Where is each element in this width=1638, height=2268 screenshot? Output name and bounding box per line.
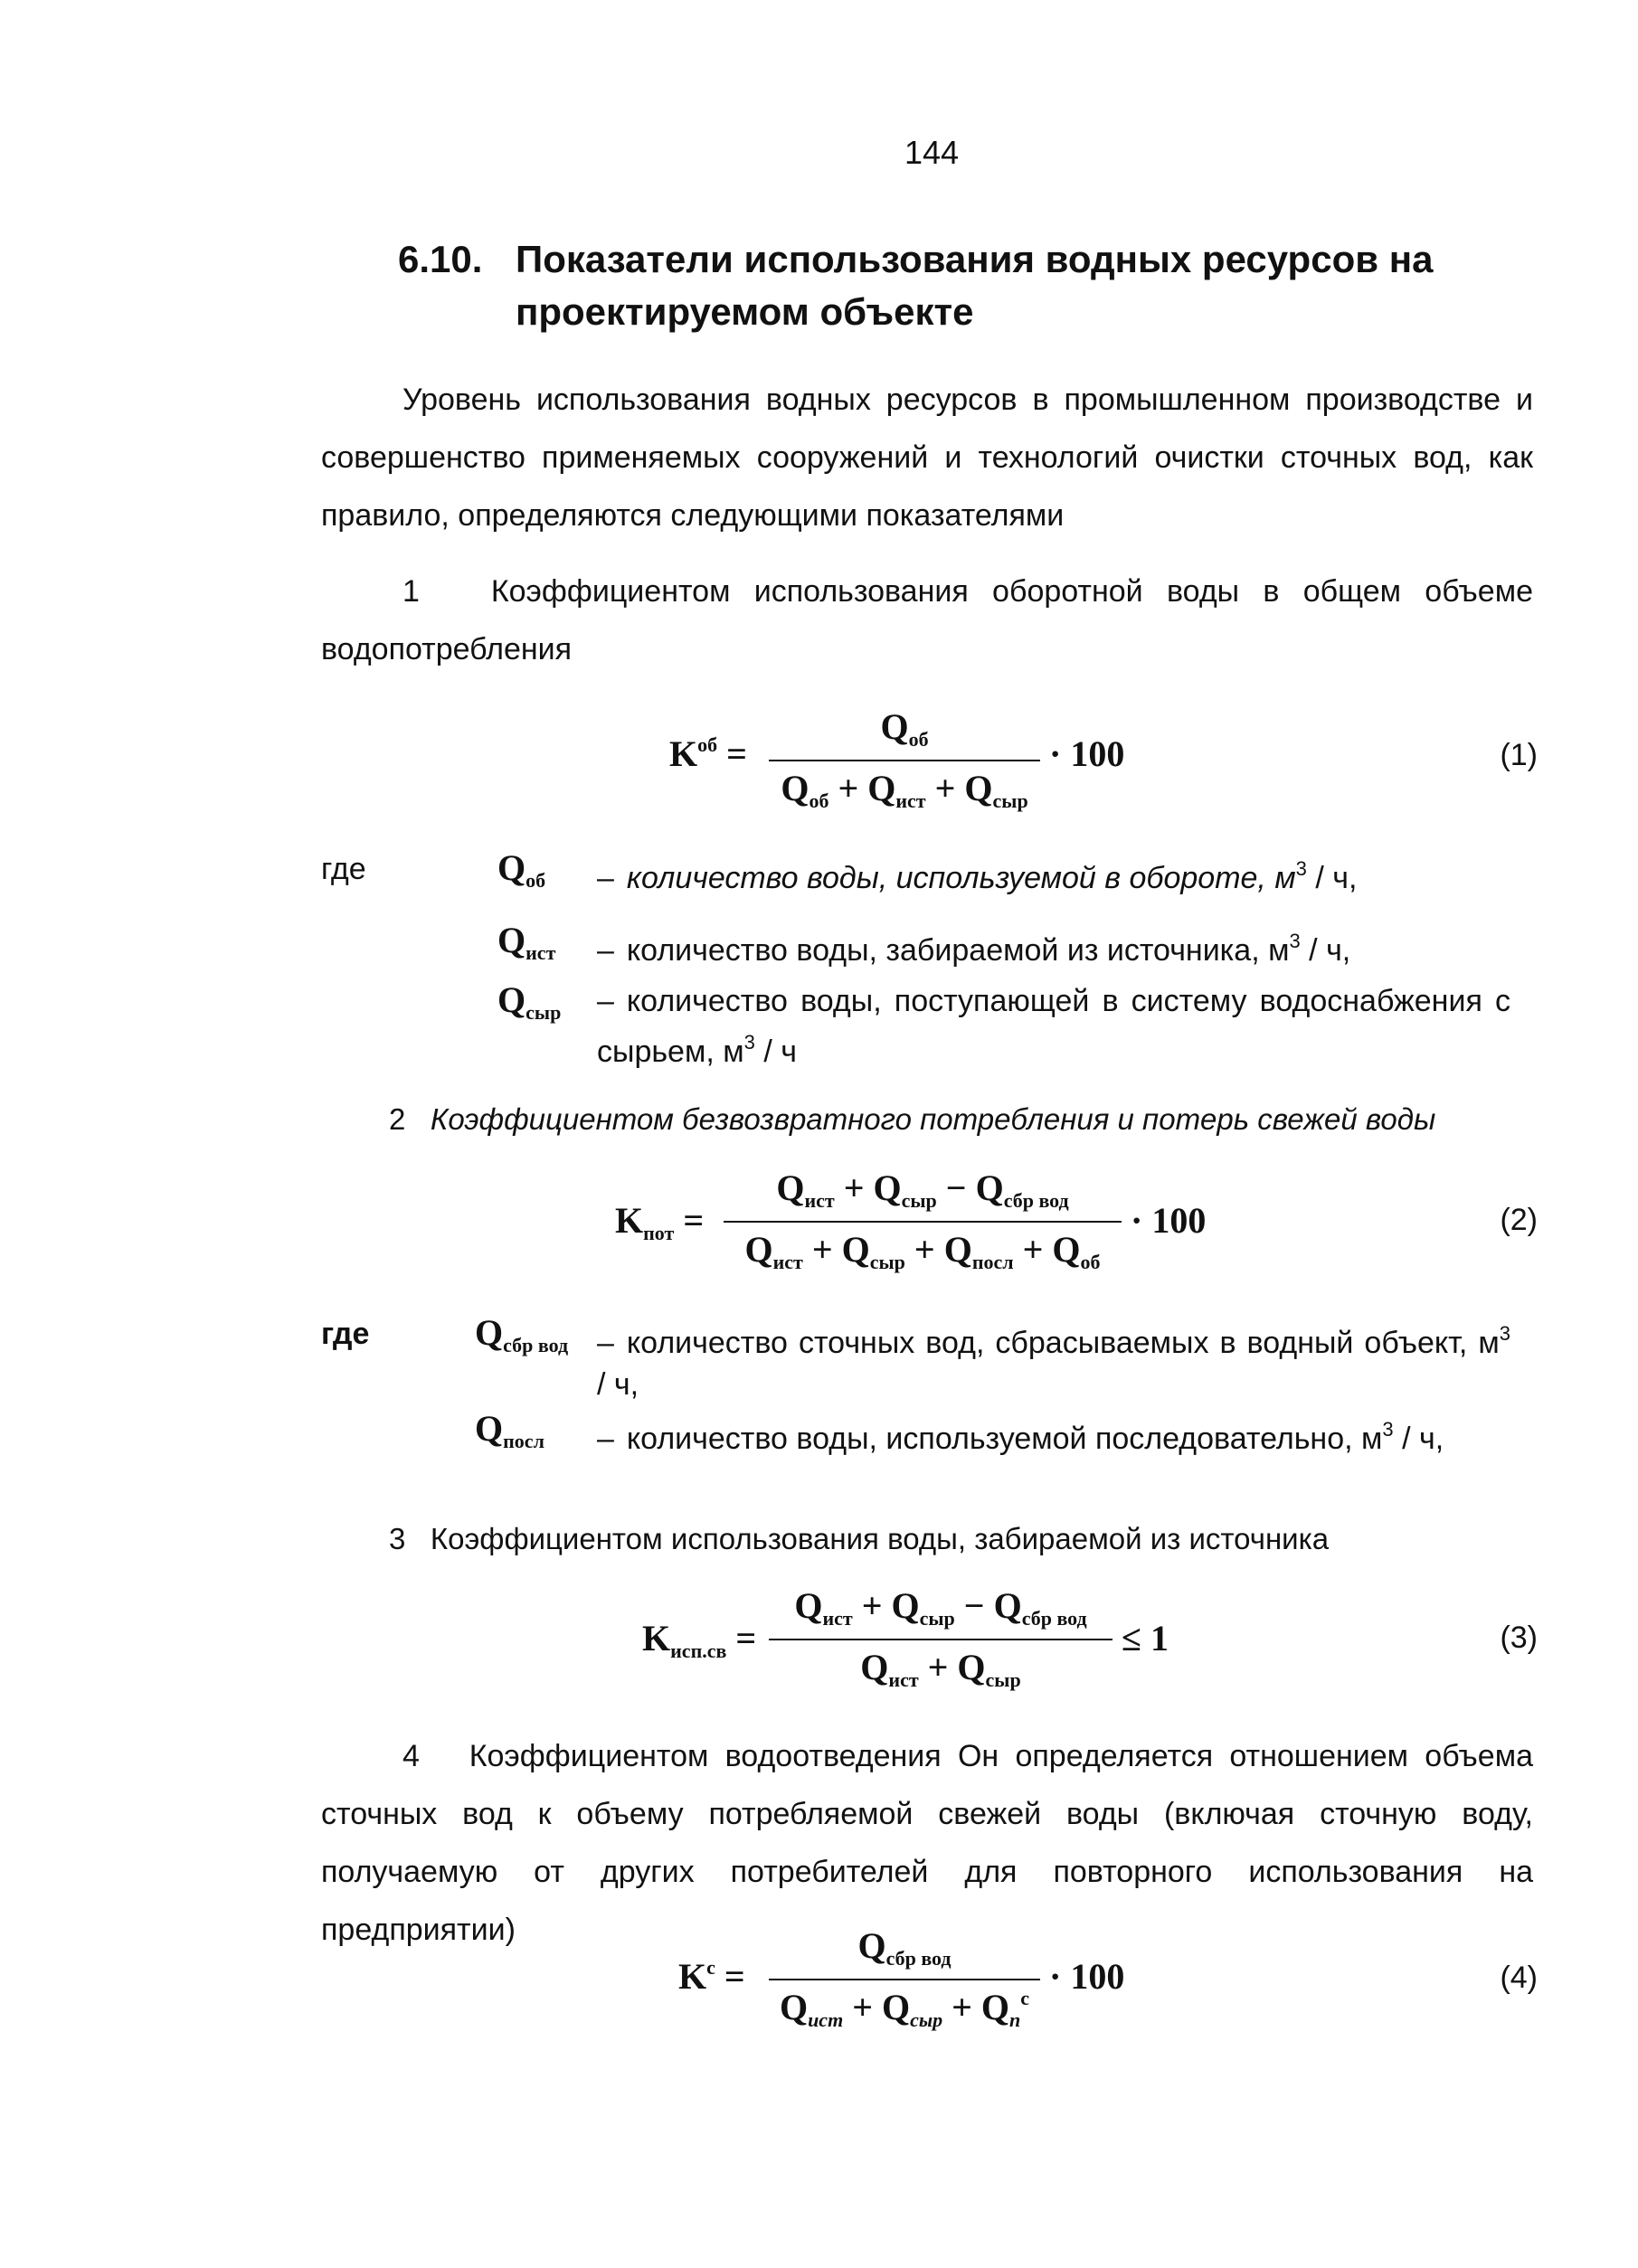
equation-number-3: (3) [1500,1621,1538,1655]
formula-1-fraction-bar [769,760,1040,761]
formula-4-lhs: $K^с$ = [678,1956,745,1997]
formula-4-denominator: $Q_{ист} + Q_{сыр} + Q_п^с$ [779,1987,1030,2031]
formula-2 [615,1167,1538,1284]
formula-1-numerator: $Q_{об}$ [880,706,929,751]
item-1-paragraph [321,562,1533,678]
equation-number-4: (4) [1500,1961,1538,1995]
formula-1-tail: · 100 [1049,733,1125,774]
def-text-q-posl: – количество воды, используемой последовательно, $м^3$ / ч, [597,1418,1444,1456]
def-text-q-syr: – количество воды, поступающей в систему водоснабжения с сырьем, $м^3$ / ч [597,984,1510,1069]
def-symbol-q-ob: $Q_{об}$ [497,847,546,892]
equation-number-1: (1) [1500,738,1538,772]
formula-2-tail: · 100 [1131,1200,1207,1241]
where-label-2: где [321,1317,370,1351]
formula-3 [642,1584,1538,1702]
item-2-heading [389,1091,1435,1148]
formula-2-fraction-bar [724,1221,1122,1223]
page-number: 144 [904,134,960,171]
formula-4-numerator: $Q_{сбр вод}$ [857,1925,952,1970]
def-symbol-q-posl: $Q_{посл}$ [475,1408,544,1452]
item-3-text: Коэффициентом использования воды, забираемой из источника [430,1522,1330,1555]
item-3-heading [389,1510,1329,1568]
formula-3-lhs: $K_{исп.св}$ = [642,1618,757,1662]
item-2-number: 2 [389,1102,406,1136]
formula-4 [678,1924,1538,2042]
formula-4-fraction-bar [769,1979,1040,1980]
formula-1-denominator: $Q_{об} + Q_{ист} + Q_{сыр}$ [781,768,1028,812]
equation-number-2: (2) [1500,1203,1538,1237]
item-1-text: Коэффициентом использования оборотной воды в общем объеме водопотребления [321,574,1534,666]
def-symbol-q-sbr-vod: $Q_{сбр вод}$ [475,1312,569,1356]
formula-2-denominator: $Q_{ист} + Q_{сыр} + Q_{посл} + Q_{об}$ [744,1229,1101,1273]
intro-paragraph: Уровень использования водных ресурсов в промышленном производстве и совершенство применяемых сооружений и технологий очистки сточных вод, как правило, определяются следующими показателями [321,383,1533,533]
formula-1 [669,705,1538,823]
section-heading [398,233,1556,338]
formula-3-numerator: $Q_{ист} + Q_{сыр} - Q_{сбр вод}$ [794,1585,1087,1630]
section-number: 6.10. [398,238,483,280]
def-symbol-q-syr: $Q_{сыр}$ [497,979,562,1024]
def-text-q-ist: – количество воды, забираемой из источника, $м^3$ / ч, [597,930,1351,968]
formula-3-tail: ≤ 1 [1122,1618,1169,1658]
formula-3-denominator: $Q_{ист} + Q_{сыр}$ [860,1647,1021,1691]
def-text-q-ob: – количество воды, используемой в обороте, $м^3$ / ч, [597,857,1358,895]
item-4-text: Коэффициентом водоотведения Он определяется отношением объема сточных вод к объему потребляемой свежей воды (включая сточную воду, получаемую от других потребителей для повторного использования на предприятии) [321,1739,1533,1947]
item-3-number: 3 [389,1522,406,1555]
item-1-number: 1 [402,574,420,609]
formula-4-tail: · 100 [1049,1956,1125,1997]
def-text-q-sbr-vod: – количество сточных вод, сбрасываемых в водный объект, $м^3$ / ч, [597,1322,1510,1402]
formula-2-lhs: $K_{пот}$ = [615,1200,705,1244]
formula-2-numerator: $Q_{ист} + Q_{сыр} - Q_{сбр вод}$ [776,1167,1069,1212]
formula-1-lhs: $K^{об}$ = [669,733,747,774]
def-symbol-q-ist: $Q_{ист}$ [497,920,556,964]
item-2-text: Коэффициентом безвозвратного потребления и потерь свежей воды [430,1102,1436,1136]
item-4-number: 4 [402,1739,420,1773]
formula-3-fraction-bar [769,1639,1113,1640]
where-label-1: где [321,852,366,886]
section-title: Показатели использования водных ресурсов на проектируемом объекте [516,238,1434,333]
